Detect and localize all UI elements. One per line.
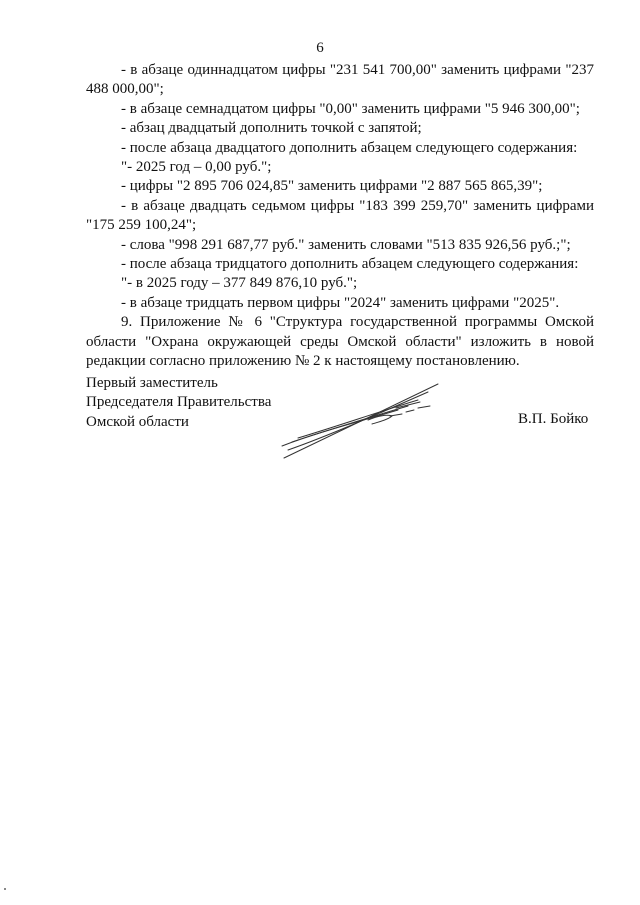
amendment-paragraph-4: - после абзаца двадцатого дополнить абзацем следующего содержания: bbox=[121, 139, 578, 156]
amendment-paragraph-3: - абзац двадцатый дополнить точкой с запятой; bbox=[121, 120, 422, 137]
amendment-paragraph-6: - цифры "2 895 706 024,85" заменить цифрами "2 887 565 865,39"; bbox=[121, 178, 543, 195]
amendment-paragraph-1: - в абзаце одиннадцатом цифры "231 541 700,00" заменить цифрами "237 488 000,00"; bbox=[86, 62, 594, 98]
amendment-paragraph-7: - в абзаце двадцать седьмом цифры "183 399 259,70" заменить цифрами "175 259 100,24"; bbox=[86, 197, 594, 234]
page-number: 6 bbox=[316, 40, 324, 56]
signatory-title-line-1: Первый заместитель bbox=[86, 375, 218, 391]
amendment-paragraph-2: - в абзаце семнадцатом цифры "0,00" заменить цифрами "5 946 300,00"; bbox=[121, 100, 580, 117]
item-9-paragraph: 9. Приложение № 6 "Структура государственной программы Омской области "Охрана окружающей среды Омской области" изложить в новой редакции согласно приложению № 2 к настоящему постановлению. bbox=[86, 314, 594, 370]
handwritten-signature bbox=[278, 380, 448, 462]
amendment-paragraph-9: - после абзаца тридцатого дополнить абзацем следующего содержания: bbox=[121, 256, 579, 273]
signatory-name: В.П. Бойко bbox=[518, 411, 589, 427]
amendment-paragraph-8: - слова "998 291 687,77 руб." заменить словами "513 835 926,56 руб.;"; bbox=[121, 236, 571, 253]
document-body bbox=[86, 61, 594, 372]
amendment-paragraph-11: - в абзаце тридцать первом цифры "2024" заменить цифрами "2025". bbox=[121, 294, 560, 311]
scan-artifact-dot bbox=[4, 888, 6, 890]
amendment-paragraph-5: "- 2025 год – 0,00 руб."; bbox=[121, 159, 272, 176]
signatory-title-line-3: Омской области bbox=[86, 413, 189, 430]
amendment-paragraph-10: "- в 2025 году – 377 849 876,10 руб."; bbox=[121, 275, 358, 292]
signatory-title-line-2: Председателя Правительства bbox=[86, 394, 272, 411]
